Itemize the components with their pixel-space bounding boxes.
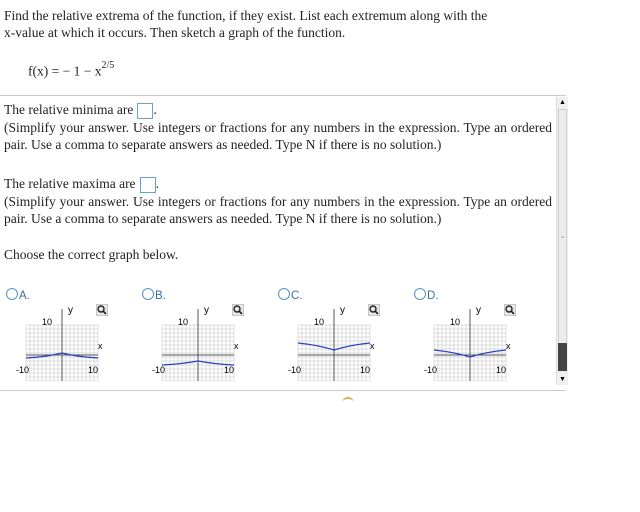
graph-b-x-label: x [234,341,239,351]
graph-a-y-tick: 10 [42,317,53,327]
option-a-label: A. [19,290,30,302]
minima-prompt: The relative minima are [4,102,134,117]
maxima-answer-input[interactable] [140,177,156,193]
option-b-radio[interactable] [142,288,154,300]
graph-c-x-max: 10 [360,365,371,375]
question-line-2: x-value at which it occurs. Then sketch a graph of the function. [4,25,346,40]
graph-c-x-min: -10 [288,365,302,375]
graph-d-x-max: 10 [496,365,507,375]
graph-d-y-tick: 10 [450,317,461,327]
divider-bottom [0,390,566,391]
maxima-hint: (Simplify your answer. Use integers or fractions for any numbers in the expression. Type an ordered pair. Use a comma to separate answers as needed. Type N if there is no solution.) [4,193,552,226]
option-c-radio[interactable] [278,288,290,300]
maxima-block: The relative maxima are . (Simplify your answer. Use integers or fractions for any numbers in the expression. Type an ordered pair. Use a comma to separate answers as needed. Type N if there is no solution.) [4,176,552,226]
scrollbar-grip-icon: ≡ [561,235,565,241]
scroll-down-arrow-icon[interactable]: ▼ [559,375,566,383]
minima-hint: (Simplify your answer. Use integers or fractions for any numbers in the expression. Type an ordered pair. Use a comma to separate answers as needed. Type N if there is no solution.) [4,119,552,152]
option-b[interactable] [142,288,166,302]
graph-d-zoom-icon[interactable] [504,304,516,316]
graph-b-x-max: 10 [224,365,235,375]
maxima-prompt: The relative maxima are [4,176,136,191]
graph-b-x-min: -10 [152,365,166,375]
graph-c-y-tick: 10 [314,317,325,327]
option-c[interactable] [278,288,303,302]
graph-b-y-tick: 10 [178,317,189,327]
question-line-1: Find the relative extrema of the function, if they exist. List each extremum along with the [4,8,488,23]
graph-c-y-label: y [340,305,345,316]
option-d[interactable] [414,288,439,302]
partial-icon [342,397,354,405]
scrollbar-track-segment[interactable] [558,343,567,371]
function-base: f(x) = − 1 − x [28,63,102,79]
minima-answer-input[interactable] [137,103,153,119]
function-exponent: 2/5 [101,60,115,71]
scrollbar-thumb[interactable] [558,109,567,359]
graph-a-x-max: 10 [88,365,99,375]
minima-block: The relative minima are . (Simplify your answer. Use integers or fractions for any numbers in the expression. Type an ordered pair. Use a comma to separate answers as needed. Type N if there is no solution.) [4,102,552,152]
graph-d-x-min: -10 [424,365,438,375]
function-expression [28,62,114,80]
scroll-up-arrow-icon[interactable]: ▲ [559,98,566,106]
option-b-label: B. [155,290,166,302]
option-d-radio[interactable] [414,288,426,300]
choose-graph-prompt: Choose the correct graph below. [4,247,179,262]
graph-b-y-label: y [204,305,209,316]
graph-a-x-label: x [98,341,103,351]
graph-c-x-label: x [370,341,375,351]
graph-d-y-label: y [476,305,481,316]
option-d-label: D. [427,290,439,302]
graph-a-zoom-icon[interactable] [96,304,108,316]
panel-scrollbar[interactable] [556,97,568,385]
option-a-radio[interactable] [6,288,18,300]
graph-a-x-min: -10 [16,365,30,375]
graph-d-x-label: x [506,341,511,351]
option-a[interactable] [6,288,30,302]
graph-b-zoom-icon[interactable] [232,304,244,316]
graph-c-zoom-icon[interactable] [368,304,380,316]
question-text [4,7,564,41]
option-c-label: C. [291,290,303,302]
graph-a-y-label: y [68,305,73,316]
